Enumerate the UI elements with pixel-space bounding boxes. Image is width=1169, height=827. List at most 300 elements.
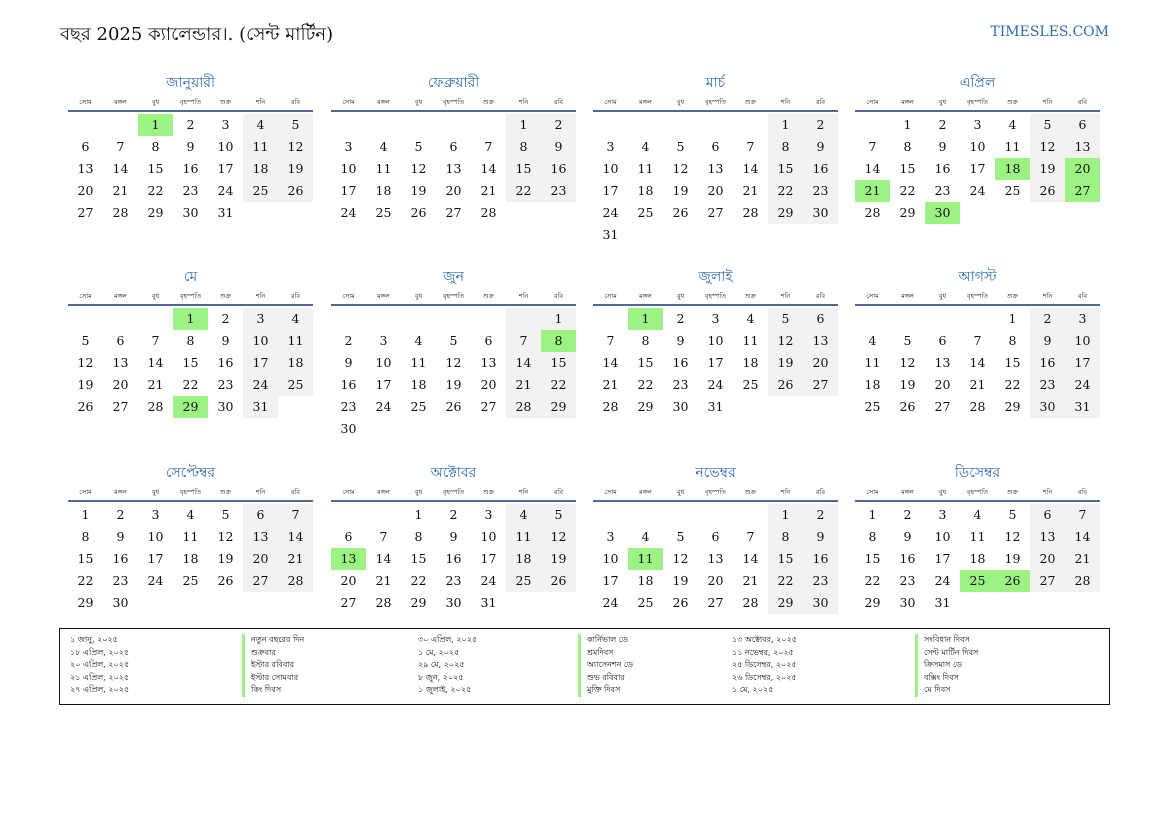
day-cell[interactable]: 15 [410, 551, 427, 566]
day-cell[interactable]: 15 [864, 551, 881, 566]
day-cell[interactable]: 28 [147, 399, 164, 414]
day-cell[interactable]: 12 [77, 355, 94, 370]
day-cell[interactable]: 28 [112, 205, 129, 220]
day-cell[interactable]: 31 [707, 399, 724, 414]
day-cell[interactable]: 4 [506, 504, 541, 526]
day-cell[interactable]: 5 [541, 504, 576, 526]
day-cell[interactable]: 13 [77, 161, 94, 176]
holiday-day-cell[interactable]: 13 [331, 548, 366, 570]
day-cell[interactable]: 17 [147, 551, 164, 566]
day-cell[interactable]: 17 [969, 161, 986, 176]
day-cell[interactable]: 18 [637, 183, 654, 198]
day-cell[interactable]: 23 [445, 573, 462, 588]
day-cell[interactable]: 11 [278, 330, 313, 352]
day-cell[interactable]: 28 [742, 205, 759, 220]
day-cell[interactable]: 23 [541, 180, 576, 202]
day-cell[interactable]: 25 [410, 399, 427, 414]
day-cell[interactable]: 18 [742, 355, 759, 370]
day-cell[interactable]: 14 [969, 355, 986, 370]
day-cell[interactable]: 19 [672, 573, 689, 588]
day-cell[interactable]: 17 [1065, 352, 1100, 374]
day-cell[interactable]: 26 [445, 399, 462, 414]
day-cell[interactable]: 10 [375, 355, 392, 370]
holiday-day-cell[interactable]: 29 [173, 396, 208, 418]
day-cell[interactable]: 27 [1030, 570, 1065, 592]
day-cell[interactable]: 5 [1008, 507, 1017, 522]
day-cell[interactable]: 22 [864, 573, 881, 588]
day-cell[interactable]: 29 [768, 592, 803, 614]
day-cell[interactable]: 25 [637, 595, 654, 610]
day-cell[interactable]: 24 [707, 377, 724, 392]
day-cell[interactable]: 5 [676, 529, 685, 544]
day-cell[interactable]: 14 [742, 161, 759, 176]
day-cell[interactable]: 14 [506, 352, 541, 374]
day-cell[interactable]: 13 [480, 355, 497, 370]
day-cell[interactable]: 5 [449, 333, 458, 348]
day-cell[interactable]: 21 [278, 548, 313, 570]
day-cell[interactable]: 24 [147, 573, 164, 588]
day-cell[interactable]: 19 [541, 548, 576, 570]
day-cell[interactable]: 12 [541, 526, 576, 548]
day-cell[interactable]: 7 [379, 529, 388, 544]
day-cell[interactable]: 1 [541, 308, 576, 330]
day-cell[interactable]: 2 [803, 504, 838, 526]
site-link[interactable]: TIMESLES.COM [990, 24, 1109, 40]
day-cell[interactable]: 16 [803, 548, 838, 570]
day-cell[interactable]: 18 [375, 183, 392, 198]
day-cell[interactable]: 9 [449, 529, 458, 544]
day-cell[interactable]: 13 [707, 551, 724, 566]
day-cell[interactable]: 12 [278, 136, 313, 158]
day-cell[interactable]: 2 [903, 507, 912, 522]
day-cell[interactable]: 10 [602, 161, 619, 176]
day-cell[interactable]: 10 [243, 330, 278, 352]
day-cell[interactable]: 6 [81, 139, 90, 154]
day-cell[interactable]: 23 [899, 573, 916, 588]
day-cell[interactable]: 4 [1008, 117, 1017, 132]
day-cell[interactable]: 21 [375, 573, 392, 588]
day-cell[interactable]: 27 [934, 399, 951, 414]
day-cell[interactable]: 27 [243, 570, 278, 592]
holiday-day-cell[interactable]: 25 [960, 570, 995, 592]
day-cell[interactable]: 20 [707, 183, 724, 198]
day-cell[interactable]: 2 [344, 333, 353, 348]
day-cell[interactable]: 21 [112, 183, 129, 198]
day-cell[interactable]: 15 [899, 161, 916, 176]
day-cell[interactable]: 20 [934, 377, 951, 392]
day-cell[interactable]: 8 [768, 136, 803, 158]
day-cell[interactable]: 11 [742, 333, 759, 348]
day-cell[interactable]: 20 [480, 377, 497, 392]
day-cell[interactable]: 15 [768, 158, 803, 180]
day-cell[interactable]: 5 [414, 139, 423, 154]
day-cell[interactable]: 8 [641, 333, 650, 348]
day-cell[interactable]: 31 [217, 205, 234, 220]
day-cell[interactable]: 30 [899, 595, 916, 610]
day-cell[interactable]: 3 [973, 117, 982, 132]
day-cell[interactable]: 29 [410, 595, 427, 610]
day-cell[interactable]: 28 [742, 595, 759, 610]
day-cell[interactable]: 18 [410, 377, 427, 392]
day-cell[interactable]: 15 [541, 352, 576, 374]
day-cell[interactable]: 19 [410, 183, 427, 198]
day-cell[interactable]: 21 [1065, 548, 1100, 570]
day-cell[interactable]: 17 [480, 551, 497, 566]
holiday-day-cell[interactable]: 18 [995, 158, 1030, 180]
day-cell[interactable]: 27 [707, 595, 724, 610]
day-cell[interactable]: 18 [969, 551, 986, 566]
day-cell[interactable]: 16 [445, 551, 462, 566]
day-cell[interactable]: 11 [969, 529, 986, 544]
day-cell[interactable]: 22 [768, 180, 803, 202]
day-cell[interactable]: 23 [182, 183, 199, 198]
day-cell[interactable]: 1 [506, 114, 541, 136]
day-cell[interactable]: 20 [445, 183, 462, 198]
day-cell[interactable]: 24 [480, 573, 497, 588]
day-cell[interactable]: 6 [711, 529, 720, 544]
day-cell[interactable]: 28 [480, 205, 497, 220]
day-cell[interactable]: 27 [707, 205, 724, 220]
day-cell[interactable]: 8 [903, 139, 912, 154]
day-cell[interactable]: 29 [77, 595, 94, 610]
day-cell[interactable]: 10 [602, 551, 619, 566]
day-cell[interactable]: 11 [506, 526, 541, 548]
day-cell[interactable]: 10 [1065, 330, 1100, 352]
day-cell[interactable]: 3 [606, 529, 615, 544]
day-cell[interactable]: 7 [746, 139, 755, 154]
day-cell[interactable]: 15 [77, 551, 94, 566]
day-cell[interactable]: 23 [672, 377, 689, 392]
day-cell[interactable]: 17 [602, 573, 619, 588]
day-cell[interactable]: 14 [112, 161, 129, 176]
day-cell[interactable]: 15 [637, 355, 654, 370]
day-cell[interactable]: 9 [221, 333, 230, 348]
day-cell[interactable]: 28 [1065, 570, 1100, 592]
day-cell[interactable]: 14 [742, 551, 759, 566]
day-cell[interactable]: 2 [1030, 308, 1065, 330]
day-cell[interactable]: 18 [637, 573, 654, 588]
day-cell[interactable]: 1 [903, 117, 912, 132]
day-cell[interactable]: 21 [480, 183, 497, 198]
day-cell[interactable]: 30 [445, 595, 462, 610]
day-cell[interactable]: 5 [81, 333, 90, 348]
day-cell[interactable]: 5 [676, 139, 685, 154]
day-cell[interactable]: 4 [414, 333, 423, 348]
day-cell[interactable]: 13 [707, 161, 724, 176]
day-cell[interactable]: 29 [899, 205, 916, 220]
day-cell[interactable]: 13 [1065, 136, 1100, 158]
day-cell[interactable]: 13 [803, 330, 838, 352]
day-cell[interactable]: 28 [506, 396, 541, 418]
day-cell[interactable]: 25 [278, 374, 313, 396]
day-cell[interactable]: 10 [147, 529, 164, 544]
day-cell[interactable]: 8 [768, 526, 803, 548]
day-cell[interactable]: 2 [221, 311, 230, 326]
day-cell[interactable]: 29 [768, 202, 803, 224]
day-cell[interactable]: 30 [217, 399, 234, 414]
day-cell[interactable]: 24 [217, 183, 234, 198]
day-cell[interactable]: 26 [1030, 180, 1065, 202]
day-cell[interactable]: 4 [278, 308, 313, 330]
day-cell[interactable]: 19 [1030, 158, 1065, 180]
day-cell[interactable]: 11 [182, 529, 199, 544]
holiday-day-cell[interactable]: 1 [138, 114, 173, 136]
day-cell[interactable]: 16 [182, 161, 199, 176]
day-cell[interactable]: 20 [707, 573, 724, 588]
day-cell[interactable]: 15 [506, 158, 541, 180]
day-cell[interactable]: 1 [768, 504, 803, 526]
day-cell[interactable]: 30 [340, 421, 357, 436]
day-cell[interactable]: 23 [217, 377, 234, 392]
day-cell[interactable]: 4 [641, 529, 650, 544]
day-cell[interactable]: 19 [217, 551, 234, 566]
holiday-day-cell[interactable]: 21 [855, 180, 890, 202]
day-cell[interactable]: 31 [243, 396, 278, 418]
day-cell[interactable]: 24 [602, 595, 619, 610]
day-cell[interactable]: 5 [1030, 114, 1065, 136]
day-cell[interactable]: 5 [903, 333, 912, 348]
day-cell[interactable]: 22 [637, 377, 654, 392]
day-cell[interactable]: 25 [506, 570, 541, 592]
day-cell[interactable]: 15 [1004, 355, 1021, 370]
day-cell[interactable]: 6 [803, 308, 838, 330]
day-cell[interactable]: 2 [116, 507, 125, 522]
day-cell[interactable]: 24 [969, 183, 986, 198]
day-cell[interactable]: 26 [768, 374, 803, 396]
day-cell[interactable]: 22 [541, 374, 576, 396]
day-cell[interactable]: 26 [278, 180, 313, 202]
day-cell[interactable]: 13 [1030, 526, 1065, 548]
day-cell[interactable]: 9 [186, 139, 195, 154]
day-cell[interactable]: 22 [410, 573, 427, 588]
day-cell[interactable]: 15 [768, 548, 803, 570]
day-cell[interactable]: 23 [1030, 374, 1065, 396]
day-cell[interactable]: 18 [182, 551, 199, 566]
day-cell[interactable]: 29 [1004, 399, 1021, 414]
day-cell[interactable]: 17 [707, 355, 724, 370]
day-cell[interactable]: 3 [243, 308, 278, 330]
day-cell[interactable]: 2 [803, 114, 838, 136]
day-cell[interactable]: 14 [147, 355, 164, 370]
day-cell[interactable]: 31 [602, 227, 619, 242]
day-cell[interactable]: 21 [742, 573, 759, 588]
day-cell[interactable]: 21 [506, 374, 541, 396]
day-cell[interactable]: 9 [344, 355, 353, 370]
day-cell[interactable]: 27 [77, 205, 94, 220]
day-cell[interactable]: 16 [672, 355, 689, 370]
day-cell[interactable]: 9 [903, 529, 912, 544]
day-cell[interactable]: 8 [868, 529, 877, 544]
day-cell[interactable]: 28 [602, 399, 619, 414]
day-cell[interactable]: 7 [116, 139, 125, 154]
day-cell[interactable]: 10 [217, 139, 234, 154]
day-cell[interactable]: 7 [506, 330, 541, 352]
day-cell[interactable]: 12 [445, 355, 462, 370]
holiday-day-cell[interactable]: 20 [1065, 158, 1100, 180]
day-cell[interactable]: 24 [375, 399, 392, 414]
day-cell[interactable]: 4 [243, 114, 278, 136]
day-cell[interactable]: 6 [711, 139, 720, 154]
day-cell[interactable]: 27 [445, 205, 462, 220]
day-cell[interactable]: 23 [803, 180, 838, 202]
day-cell[interactable]: 18 [506, 548, 541, 570]
day-cell[interactable]: 28 [375, 595, 392, 610]
day-cell[interactable]: 19 [278, 158, 313, 180]
holiday-day-cell[interactable]: 8 [541, 330, 576, 352]
day-cell[interactable]: 26 [217, 573, 234, 588]
day-cell[interactable]: 23 [340, 399, 357, 414]
day-cell[interactable]: 30 [112, 595, 129, 610]
day-cell[interactable]: 22 [1004, 377, 1021, 392]
day-cell[interactable]: 17 [243, 352, 278, 374]
day-cell[interactable]: 10 [934, 529, 951, 544]
day-cell[interactable]: 30 [1030, 396, 1065, 418]
day-cell[interactable]: 1 [81, 507, 90, 522]
day-cell[interactable]: 25 [637, 205, 654, 220]
day-cell[interactable]: 27 [340, 595, 357, 610]
day-cell[interactable]: 30 [803, 592, 838, 614]
holiday-day-cell[interactable]: 1 [628, 308, 663, 330]
day-cell[interactable]: 12 [1030, 136, 1065, 158]
day-cell[interactable]: 19 [899, 377, 916, 392]
day-cell[interactable]: 7 [1065, 504, 1100, 526]
day-cell[interactable]: 17 [340, 183, 357, 198]
day-cell[interactable]: 19 [445, 377, 462, 392]
day-cell[interactable]: 17 [375, 377, 392, 392]
day-cell[interactable]: 3 [938, 507, 947, 522]
day-cell[interactable]: 9 [803, 136, 838, 158]
day-cell[interactable]: 19 [672, 183, 689, 198]
day-cell[interactable]: 1 [768, 114, 803, 136]
day-cell[interactable]: 11 [864, 355, 881, 370]
day-cell[interactable]: 30 [672, 399, 689, 414]
day-cell[interactable]: 22 [147, 183, 164, 198]
day-cell[interactable]: 3 [1065, 308, 1100, 330]
day-cell[interactable]: 2 [938, 117, 947, 132]
day-cell[interactable]: 16 [541, 158, 576, 180]
day-cell[interactable]: 7 [746, 529, 755, 544]
day-cell[interactable]: 8 [506, 136, 541, 158]
day-cell[interactable]: 3 [606, 139, 615, 154]
day-cell[interactable]: 2 [449, 507, 458, 522]
holiday-day-cell[interactable]: 1 [173, 308, 208, 330]
day-cell[interactable]: 13 [934, 355, 951, 370]
day-cell[interactable]: 9 [116, 529, 125, 544]
day-cell[interactable]: 22 [768, 570, 803, 592]
day-cell[interactable]: 6 [243, 504, 278, 526]
day-cell[interactable]: 22 [506, 180, 541, 202]
day-cell[interactable]: 11 [243, 136, 278, 158]
day-cell[interactable]: 7 [151, 333, 160, 348]
day-cell[interactable]: 8 [1008, 333, 1017, 348]
day-cell[interactable]: 23 [112, 573, 129, 588]
day-cell[interactable]: 6 [1065, 114, 1100, 136]
day-cell[interactable]: 6 [116, 333, 125, 348]
day-cell[interactable]: 2 [541, 114, 576, 136]
day-cell[interactable]: 6 [449, 139, 458, 154]
day-cell[interactable]: 5 [221, 507, 230, 522]
day-cell[interactable]: 10 [480, 529, 497, 544]
day-cell[interactable]: 18 [243, 158, 278, 180]
day-cell[interactable]: 20 [1030, 548, 1065, 570]
day-cell[interactable]: 6 [1030, 504, 1065, 526]
day-cell[interactable]: 28 [969, 399, 986, 414]
day-cell[interactable]: 15 [147, 161, 164, 176]
day-cell[interactable]: 12 [1004, 529, 1021, 544]
day-cell[interactable]: 17 [934, 551, 951, 566]
day-cell[interactable]: 29 [637, 399, 654, 414]
day-cell[interactable]: 23 [803, 570, 838, 592]
day-cell[interactable]: 4 [973, 507, 982, 522]
day-cell[interactable]: 3 [379, 333, 388, 348]
day-cell[interactable]: 1 [1008, 311, 1017, 326]
day-cell[interactable]: 4 [868, 333, 877, 348]
day-cell[interactable]: 2 [676, 311, 685, 326]
day-cell[interactable]: 24 [934, 573, 951, 588]
day-cell[interactable]: 8 [81, 529, 90, 544]
holiday-day-cell[interactable]: 26 [995, 570, 1030, 592]
day-cell[interactable]: 4 [186, 507, 195, 522]
day-cell[interactable]: 3 [151, 507, 160, 522]
day-cell[interactable]: 25 [1004, 183, 1021, 198]
day-cell[interactable]: 25 [864, 399, 881, 414]
day-cell[interactable]: 2 [186, 117, 195, 132]
day-cell[interactable]: 3 [344, 139, 353, 154]
day-cell[interactable]: 20 [803, 352, 838, 374]
day-cell[interactable]: 16 [217, 355, 234, 370]
day-cell[interactable]: 10 [340, 161, 357, 176]
day-cell[interactable]: 9 [676, 333, 685, 348]
day-cell[interactable]: 20 [340, 573, 357, 588]
day-cell[interactable]: 4 [746, 311, 755, 326]
day-cell[interactable]: 16 [1030, 352, 1065, 374]
day-cell[interactable]: 11 [637, 161, 654, 176]
day-cell[interactable]: 30 [182, 205, 199, 220]
day-cell[interactable]: 14 [278, 526, 313, 548]
day-cell[interactable]: 6 [344, 529, 353, 544]
day-cell[interactable]: 24 [1065, 374, 1100, 396]
day-cell[interactable]: 20 [77, 183, 94, 198]
day-cell[interactable]: 12 [768, 330, 803, 352]
day-cell[interactable]: 26 [541, 570, 576, 592]
day-cell[interactable]: 29 [541, 396, 576, 418]
day-cell[interactable]: 27 [803, 374, 838, 396]
day-cell[interactable]: 7 [278, 504, 313, 526]
day-cell[interactable]: 13 [112, 355, 129, 370]
day-cell[interactable]: 30 [803, 202, 838, 224]
day-cell[interactable]: 24 [243, 374, 278, 396]
day-cell[interactable]: 19 [768, 352, 803, 374]
day-cell[interactable]: 19 [1004, 551, 1021, 566]
day-cell[interactable]: 9 [541, 136, 576, 158]
day-cell[interactable]: 19 [77, 377, 94, 392]
day-cell[interactable]: 16 [899, 551, 916, 566]
day-cell[interactable]: 9 [1030, 330, 1065, 352]
day-cell[interactable]: 10 [969, 139, 986, 154]
day-cell[interactable]: 29 [864, 595, 881, 610]
day-cell[interactable]: 16 [803, 158, 838, 180]
day-cell[interactable]: 5 [278, 114, 313, 136]
day-cell[interactable]: 8 [414, 529, 423, 544]
day-cell[interactable]: 23 [934, 183, 951, 198]
day-cell[interactable]: 25 [243, 180, 278, 202]
day-cell[interactable]: 6 [938, 333, 947, 348]
day-cell[interactable]: 14 [1065, 526, 1100, 548]
day-cell[interactable]: 10 [707, 333, 724, 348]
day-cell[interactable]: 1 [868, 507, 877, 522]
day-cell[interactable]: 28 [864, 205, 881, 220]
day-cell[interactable]: 20 [243, 548, 278, 570]
